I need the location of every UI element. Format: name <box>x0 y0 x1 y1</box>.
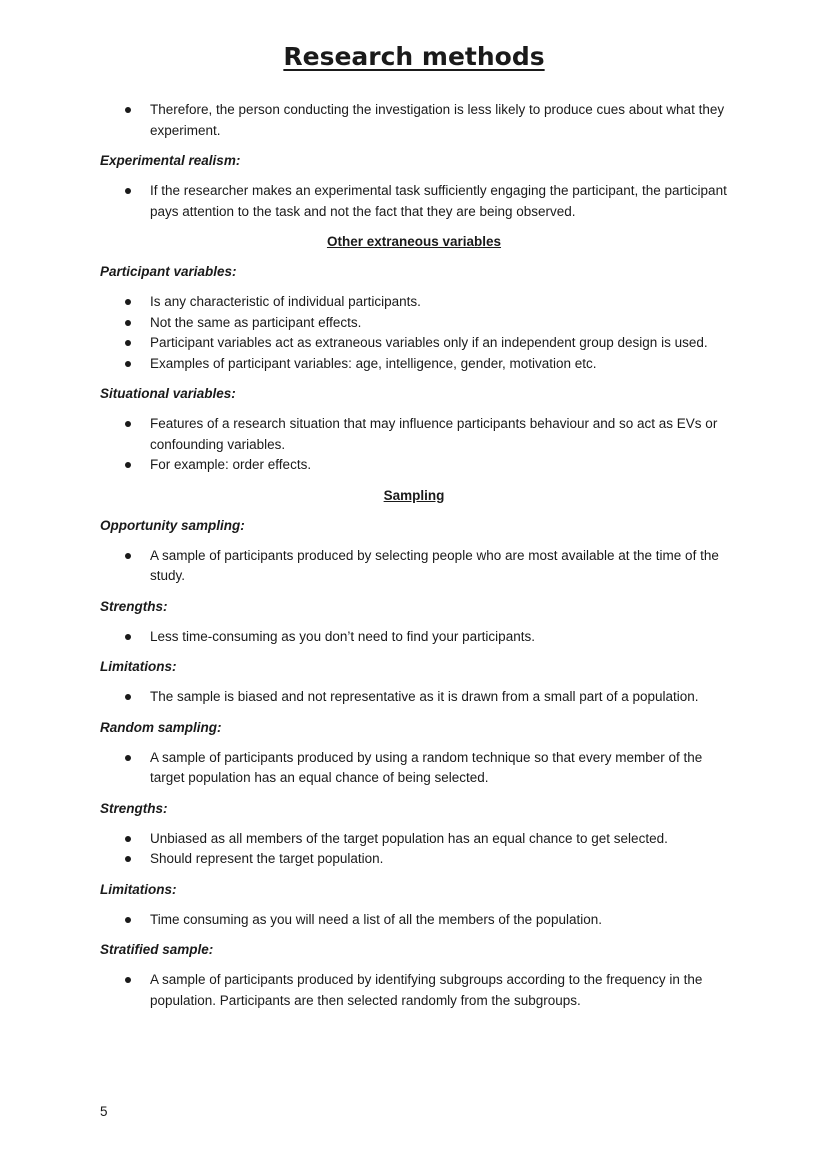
list-item-text: Features of a research situation that may influence participants behaviour and so act as EVs or confounding variables. <box>150 416 718 452</box>
bullet-icon <box>125 856 131 862</box>
list-item <box>100 849 740 870</box>
bullet-list <box>100 910 740 931</box>
list-item-text: Time consuming as you will need a list of all the members of the population. <box>150 911 602 927</box>
list-item-text: For example: order effects. <box>150 457 312 472</box>
bullet-icon <box>125 836 131 842</box>
section-heading: Participant variables: <box>100 264 237 279</box>
section-heading: Situational variables: <box>100 386 236 401</box>
list-item <box>100 829 740 850</box>
bullet-icon <box>125 694 131 700</box>
section-heading: Stratified sample: <box>100 942 214 957</box>
list-item <box>100 910 740 931</box>
bullet-icon <box>125 755 131 761</box>
list-item-text: A sample of participants produced by identifying subgroups according to the frequency in the population. Participants are then selected randomly from the subgroups. <box>150 972 703 1008</box>
page-title: Research methods <box>283 42 545 71</box>
list-item <box>100 687 740 708</box>
list-item <box>100 627 740 648</box>
list-item-text: The sample is biased and not representative as it is drawn from a small part of a population. <box>150 689 699 704</box>
bullet-list <box>100 748 740 789</box>
list-item <box>100 292 740 313</box>
list-item <box>100 546 740 587</box>
list-item <box>100 414 740 455</box>
list-item <box>100 181 740 222</box>
list-item <box>100 313 740 334</box>
list-item-text: A sample of participants produced by selecting people who are most available at the time of the study. <box>150 547 719 583</box>
bullet-list <box>100 970 740 1011</box>
bullet-icon <box>125 107 131 113</box>
list-item-text: Participant variables act as extraneous variables only if an independent group design is used. <box>150 335 708 350</box>
list-item <box>100 748 740 789</box>
list-item-text: Examples of participant variables: age, intelligence, gender, motivation etc. <box>150 355 597 371</box>
list-item-text: Is any characteristic of individual participants. <box>150 294 421 309</box>
bullet-icon <box>125 917 131 923</box>
bullet-list <box>100 292 740 374</box>
bullet-icon <box>125 553 131 559</box>
bullet-icon <box>125 462 131 468</box>
bullet-list <box>100 100 740 141</box>
bullet-list <box>100 627 740 648</box>
bullet-list <box>100 414 740 476</box>
page-number: 5 <box>100 1104 108 1119</box>
bullet-icon <box>125 188 131 194</box>
bullet-list <box>100 829 740 870</box>
list-item <box>100 354 740 375</box>
bullet-list <box>100 546 740 587</box>
section-heading: Random sampling: <box>100 719 222 735</box>
section-heading: Strengths: <box>100 800 168 816</box>
bullet-icon <box>125 320 131 326</box>
list-item <box>100 333 740 354</box>
section-heading: Opportunity sampling: <box>100 517 245 533</box>
bullet-icon <box>125 299 131 305</box>
list-item-text: Therefore, the person conducting the investigation is less likely to produce cues about what they experiment. <box>150 102 725 138</box>
section-heading: Strengths: <box>100 598 168 614</box>
section-heading: Limitations: <box>100 881 177 897</box>
section-heading: Limitations: <box>100 659 177 674</box>
bullet-icon <box>125 421 131 427</box>
section-heading: Experimental realism: <box>100 153 241 168</box>
list-item-text: Should represent the target population. <box>150 851 384 866</box>
list-item-text: A sample of participants produced by using a random technique so that every member of the target population has an equal chance of being selected. <box>150 749 703 785</box>
bullet-icon <box>125 361 131 367</box>
bullet-icon <box>125 340 131 346</box>
list-item <box>100 455 740 476</box>
subsection-title: Other extraneous variables <box>326 234 502 249</box>
list-item-text: Less time-consuming as you don’t need to find your participants. <box>150 628 535 644</box>
list-item-text: If the researcher makes an experimental task sufficiently engaging the participant, the participant pays attention to the task and not the fact that they are being observed. <box>150 183 727 219</box>
list-item <box>100 970 740 1011</box>
document-body <box>100 100 740 1011</box>
bullet-list <box>100 181 740 222</box>
bullet-icon <box>125 634 131 640</box>
bullet-icon <box>125 977 131 983</box>
list-item-text: Unbiased as all members of the target population has an equal chance to get selected. <box>150 830 668 846</box>
list-item <box>100 100 740 141</box>
bullet-list <box>100 687 740 708</box>
subsection-title: Sampling <box>383 487 445 503</box>
list-item-text: Not the same as participant effects. <box>150 314 362 330</box>
